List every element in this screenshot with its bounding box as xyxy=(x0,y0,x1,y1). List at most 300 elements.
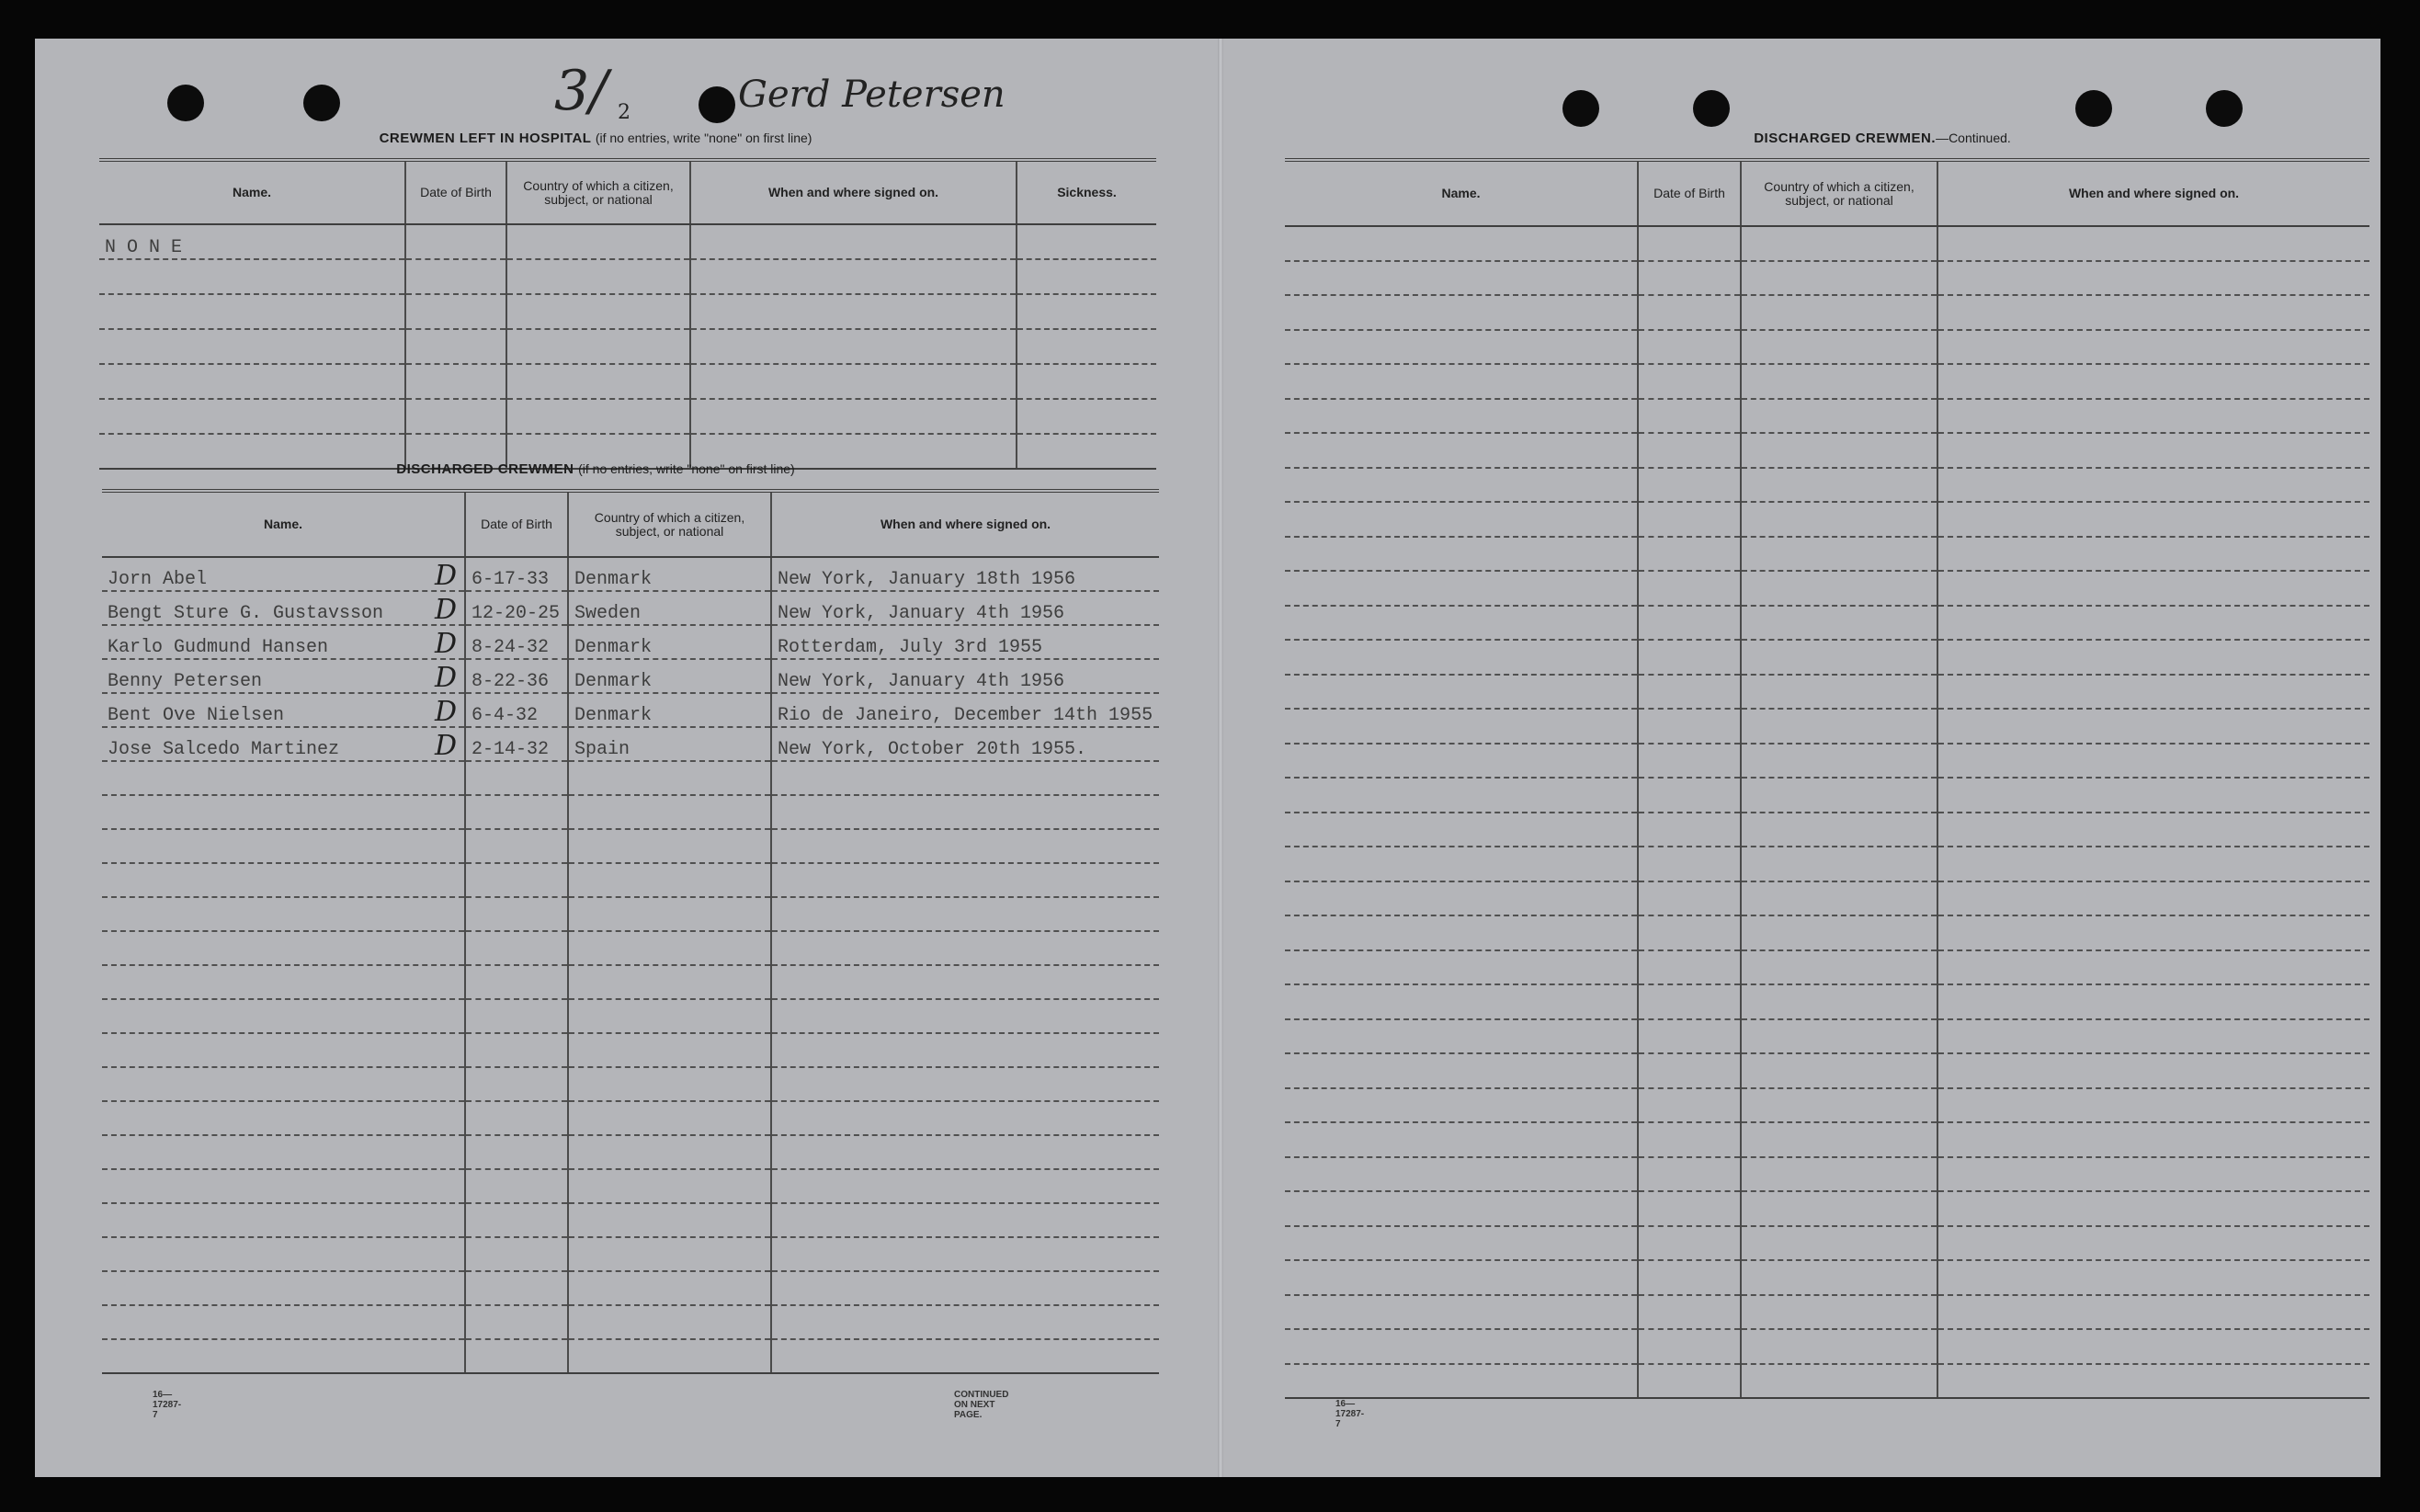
continued-row xyxy=(1285,915,2369,950)
cell-blank xyxy=(465,1135,568,1169)
cell-blank xyxy=(568,1135,771,1169)
cell-blank xyxy=(1741,640,1937,675)
cell-blank xyxy=(568,1203,771,1237)
continued-row xyxy=(1285,950,2369,985)
continued-row xyxy=(1285,1122,2369,1157)
hospital-table xyxy=(99,158,1156,470)
discharged-row xyxy=(102,1033,1159,1067)
cell-blank xyxy=(1937,1088,2369,1123)
cell-blank xyxy=(771,1067,1159,1101)
continued-row xyxy=(1285,295,2369,330)
cell-country: Spain xyxy=(568,727,771,761)
cell-blank xyxy=(1638,1364,1741,1399)
cell-blank xyxy=(690,364,1017,399)
cell-blank xyxy=(1285,1364,1638,1399)
cell-blank xyxy=(1741,1053,1937,1088)
discharged-row xyxy=(102,761,1159,795)
continued-row xyxy=(1285,675,2369,710)
cell-blank xyxy=(1741,813,1937,847)
cell-blank xyxy=(465,829,568,863)
col-country: Country of which a citizen, subject, or national xyxy=(568,491,771,557)
cell-blank xyxy=(1741,744,1937,779)
cell-blank xyxy=(1285,226,1638,261)
continued-row xyxy=(1285,330,2369,365)
cell-blank xyxy=(1741,1122,1937,1157)
continued-row xyxy=(1285,606,2369,641)
cell-blank xyxy=(1285,399,1638,434)
cell-blank xyxy=(568,761,771,795)
discharge-mark: D xyxy=(434,696,457,728)
cell-blank xyxy=(1285,1157,1638,1192)
form-number: 16—17287-7 xyxy=(1335,1399,1365,1429)
discharged-row xyxy=(102,999,1159,1033)
continued-row xyxy=(1285,1364,2369,1399)
cell-blank xyxy=(465,1203,568,1237)
cell-signed-on: Rotterdam, July 3rd 1955 xyxy=(771,625,1159,659)
discharged-title: DISCHARGED CREWMEN xyxy=(396,461,574,477)
cell-blank xyxy=(1741,468,1937,503)
cell-blank xyxy=(1937,433,2369,468)
cell-blank xyxy=(1741,502,1937,537)
cell-blank xyxy=(465,1305,568,1339)
discharged-row xyxy=(102,1305,1159,1339)
cell-blank xyxy=(1638,433,1741,468)
continued-row xyxy=(1285,881,2369,916)
cell-blank xyxy=(771,1339,1159,1373)
cell-blank xyxy=(1741,915,1937,950)
cell-blank xyxy=(102,1339,465,1373)
cell-blank xyxy=(1638,537,1741,572)
cell-blank xyxy=(1638,502,1741,537)
cell-blank xyxy=(771,1033,1159,1067)
discharged-row xyxy=(102,727,1159,761)
cell-blank xyxy=(1937,606,2369,641)
cell-blank xyxy=(568,1237,771,1271)
cell-blank xyxy=(102,795,465,829)
cell-blank xyxy=(465,1101,568,1135)
cell-blank xyxy=(771,1135,1159,1169)
cell-blank xyxy=(506,329,690,364)
col-signed-on: When and where signed on. xyxy=(771,491,1159,557)
cell-blank xyxy=(1937,537,2369,572)
cell-country: Denmark xyxy=(568,557,771,591)
continued-section-title xyxy=(1561,131,2204,146)
cell-signed-on: New York, January 4th 1956 xyxy=(771,591,1159,625)
cell-blank xyxy=(1937,915,2369,950)
cell-blank xyxy=(1285,364,1638,399)
continued-header-row xyxy=(1285,160,2369,226)
cell-blank xyxy=(1937,778,2369,813)
cell-blank xyxy=(771,897,1159,931)
cell-blank xyxy=(1017,294,1156,329)
cell-name: Bengt Sture G. Gustavsson D xyxy=(102,591,465,625)
discharge-mark: D xyxy=(434,662,457,694)
cell-blank xyxy=(102,1237,465,1271)
cell-blank xyxy=(690,259,1017,294)
cell-name: Karlo Gudmund Hansen D xyxy=(102,625,465,659)
cell-blank xyxy=(1741,330,1937,365)
cell-blank xyxy=(1017,259,1156,294)
cell-blank xyxy=(568,1339,771,1373)
continued-row xyxy=(1285,1260,2369,1295)
cell-blank xyxy=(771,1237,1159,1271)
discharge-mark: D xyxy=(434,560,457,592)
discharged-row xyxy=(102,1271,1159,1305)
cell-blank xyxy=(1638,709,1741,744)
cell-blank xyxy=(1937,813,2369,847)
continued-row xyxy=(1285,744,2369,779)
cell-date-of-birth: 2-14-32 xyxy=(465,727,568,761)
cell-blank xyxy=(102,1135,465,1169)
cell-blank xyxy=(1937,1157,2369,1192)
hospital-row xyxy=(99,294,1156,329)
cell-blank xyxy=(1937,399,2369,434)
cell-signed-on: Rio de Janeiro, December 14th 1955 xyxy=(771,693,1159,727)
cell-name: N O N E xyxy=(99,224,405,259)
continued-row xyxy=(1285,433,2369,468)
cell-blank xyxy=(1638,364,1741,399)
cell-blank xyxy=(1638,1260,1741,1295)
continued-row xyxy=(1285,1019,2369,1054)
cell-blank xyxy=(506,364,690,399)
cell-blank xyxy=(1285,1122,1638,1157)
cell-blank xyxy=(568,965,771,999)
form-number: 16—17287-7 xyxy=(153,1390,182,1420)
continued-row xyxy=(1285,709,2369,744)
cell-blank xyxy=(1937,881,2369,916)
discharged-row xyxy=(102,1339,1159,1373)
cell-country: Denmark xyxy=(568,659,771,693)
discharged-row xyxy=(102,897,1159,931)
col-sickness: Sickness. xyxy=(1017,160,1156,224)
cell-blank xyxy=(465,863,568,897)
cell-blank xyxy=(690,224,1017,259)
cell-blank xyxy=(99,364,405,399)
punch-hole xyxy=(167,85,204,121)
cell-blank xyxy=(568,1067,771,1101)
col-country: Country of which a citizen, subject, or national xyxy=(506,160,690,224)
cell-blank xyxy=(1638,950,1741,985)
cell-blank xyxy=(1741,984,1937,1019)
discharged-row xyxy=(102,1237,1159,1271)
cell-blank xyxy=(771,1203,1159,1237)
cell-blank xyxy=(1741,847,1937,881)
cell-blank xyxy=(1638,295,1741,330)
cell-blank xyxy=(1638,468,1741,503)
cell-blank xyxy=(1285,984,1638,1019)
cell-blank xyxy=(1285,1088,1638,1123)
cell-blank xyxy=(568,1033,771,1067)
continued-row xyxy=(1285,261,2369,296)
cell-blank xyxy=(1741,1295,1937,1330)
col-name: Name. xyxy=(99,160,405,224)
cell-blank xyxy=(1017,364,1156,399)
cell-blank xyxy=(1638,1019,1741,1054)
cell-blank xyxy=(465,1339,568,1373)
cell-blank xyxy=(1017,224,1156,259)
cell-blank xyxy=(1638,675,1741,710)
cell-blank xyxy=(1741,1260,1937,1295)
cell-blank xyxy=(771,931,1159,965)
cell-date-of-birth: 6-17-33 xyxy=(465,557,568,591)
cell-blank xyxy=(568,897,771,931)
cell-blank xyxy=(1638,1122,1741,1157)
cell-blank xyxy=(1285,813,1638,847)
cell-name: Jorn Abel D xyxy=(102,557,465,591)
handwritten-fraction: 2 xyxy=(618,101,631,124)
cell-blank xyxy=(568,795,771,829)
continued-row xyxy=(1285,502,2369,537)
discharge-mark: D xyxy=(434,730,457,762)
cell-name: Bent Ove Nielsen D xyxy=(102,693,465,727)
cell-blank xyxy=(1638,399,1741,434)
cell-blank xyxy=(102,1203,465,1237)
cell-name: Benny Petersen D xyxy=(102,659,465,693)
cell-blank xyxy=(1937,1329,2369,1364)
hospital-section-title xyxy=(90,131,1101,146)
continued-note: CONTINUED ON NEXT PAGE. xyxy=(954,1390,1009,1420)
cell-blank xyxy=(771,829,1159,863)
cell-blank xyxy=(465,1237,568,1271)
cell-blank xyxy=(568,1169,771,1203)
punch-hole xyxy=(1693,90,1730,127)
cell-signed-on: New York, January 4th 1956 xyxy=(771,659,1159,693)
cell-blank xyxy=(1741,778,1937,813)
discharged-row xyxy=(102,557,1159,591)
continued-row xyxy=(1285,1295,2369,1330)
cell-blank xyxy=(1937,675,2369,710)
cell-blank xyxy=(405,399,506,434)
discharge-mark: D xyxy=(434,594,457,626)
cell-blank xyxy=(1741,364,1937,399)
cell-blank xyxy=(568,931,771,965)
cell-blank xyxy=(1741,1157,1937,1192)
cell-blank xyxy=(1741,709,1937,744)
cell-blank xyxy=(465,1271,568,1305)
cell-blank xyxy=(568,1305,771,1339)
discharged-row xyxy=(102,965,1159,999)
cell-country: Sweden xyxy=(568,591,771,625)
cell-blank xyxy=(1741,675,1937,710)
discharged-row xyxy=(102,693,1159,727)
cell-blank xyxy=(102,1067,465,1101)
cell-blank xyxy=(1741,1088,1937,1123)
cell-blank xyxy=(771,999,1159,1033)
hospital-title: CREWMEN LEFT IN HOSPITAL xyxy=(379,131,592,146)
continued-row xyxy=(1285,468,2369,503)
continued-table xyxy=(1285,158,2369,1399)
cell-blank xyxy=(771,1305,1159,1339)
cell-blank xyxy=(1937,950,2369,985)
continued-row xyxy=(1285,226,2369,261)
cell-blank xyxy=(1638,226,1741,261)
col-date-of-birth: Date of Birth xyxy=(1638,160,1741,226)
cell-blank xyxy=(1638,744,1741,779)
cell-blank xyxy=(99,294,405,329)
cell-blank xyxy=(1285,1053,1638,1088)
continued-row xyxy=(1285,1157,2369,1192)
cell-blank xyxy=(102,863,465,897)
cell-blank xyxy=(1937,709,2369,744)
cell-blank xyxy=(102,999,465,1033)
discharged-row xyxy=(102,591,1159,625)
cell-blank xyxy=(1937,1019,2369,1054)
col-country: Country of which a citizen, subject, or national xyxy=(1741,160,1937,226)
cell-blank xyxy=(1638,984,1741,1019)
cell-blank xyxy=(99,399,405,434)
cell-blank xyxy=(1285,330,1638,365)
discharge-mark: D xyxy=(434,628,457,660)
cell-blank xyxy=(506,399,690,434)
discharged-row xyxy=(102,931,1159,965)
cell-blank xyxy=(1285,847,1638,881)
cell-blank xyxy=(771,1101,1159,1135)
cell-blank xyxy=(465,965,568,999)
cell-blank xyxy=(1937,1191,2369,1226)
cell-blank xyxy=(465,1033,568,1067)
cell-blank xyxy=(1638,813,1741,847)
discharged-row xyxy=(102,1067,1159,1101)
hospital-header-row xyxy=(99,160,1156,224)
page-fold xyxy=(1218,39,1223,1477)
cell-blank xyxy=(1638,915,1741,950)
cell-blank xyxy=(1285,295,1638,330)
cell-blank xyxy=(405,294,506,329)
handwritten-signature: Gerd Petersen xyxy=(738,74,1005,116)
cell-blank xyxy=(102,931,465,965)
cell-blank xyxy=(1638,881,1741,916)
col-name: Name. xyxy=(1285,160,1638,226)
continued-row xyxy=(1285,364,2369,399)
cell-blank xyxy=(1937,1053,2369,1088)
discharged-row xyxy=(102,795,1159,829)
cell-blank xyxy=(1285,950,1638,985)
cell-date-of-birth: 8-22-36 xyxy=(465,659,568,693)
cell-blank xyxy=(771,965,1159,999)
col-signed-on: When and where signed on. xyxy=(690,160,1017,224)
manifest-sheet xyxy=(35,39,2380,1477)
continued-row xyxy=(1285,778,2369,813)
cell-blank xyxy=(1285,502,1638,537)
cell-blank xyxy=(506,224,690,259)
cell-blank xyxy=(1741,433,1937,468)
punch-hole xyxy=(1562,90,1599,127)
discharged-row xyxy=(102,829,1159,863)
hospital-subtitle: (if no entries, write "none" on first line) xyxy=(595,131,812,145)
cell-blank xyxy=(690,399,1017,434)
cell-blank xyxy=(102,1271,465,1305)
cell-blank xyxy=(405,224,506,259)
cell-blank xyxy=(1741,1364,1937,1399)
continued-row xyxy=(1285,847,2369,881)
cell-blank xyxy=(506,294,690,329)
continued-row xyxy=(1285,984,2369,1019)
cell-blank xyxy=(771,795,1159,829)
cell-blank xyxy=(568,1101,771,1135)
cell-blank xyxy=(465,897,568,931)
cell-blank xyxy=(1937,847,2369,881)
cell-blank xyxy=(568,1271,771,1305)
cell-blank xyxy=(465,999,568,1033)
cell-blank xyxy=(1285,468,1638,503)
cell-blank xyxy=(1285,915,1638,950)
cell-blank xyxy=(1285,675,1638,710)
hospital-row xyxy=(99,364,1156,399)
cell-blank xyxy=(690,294,1017,329)
cell-blank xyxy=(1741,295,1937,330)
cell-blank xyxy=(690,329,1017,364)
cell-blank xyxy=(1285,261,1638,296)
cell-blank xyxy=(568,829,771,863)
cell-date-of-birth: 6-4-32 xyxy=(465,693,568,727)
continued-row xyxy=(1285,399,2369,434)
cell-country: Denmark xyxy=(568,625,771,659)
discharged-row xyxy=(102,1135,1159,1169)
cell-blank xyxy=(99,259,405,294)
punch-hole xyxy=(699,86,735,123)
cell-blank xyxy=(1017,329,1156,364)
continued-title: DISCHARGED CREWMEN. xyxy=(1754,131,1937,146)
hospital-row xyxy=(99,329,1156,364)
cell-blank xyxy=(1285,571,1638,606)
punch-hole xyxy=(303,85,340,121)
cell-blank xyxy=(771,761,1159,795)
cell-country: Denmark xyxy=(568,693,771,727)
discharged-section-title xyxy=(90,461,1101,477)
cell-blank xyxy=(1638,261,1741,296)
col-date-of-birth: Date of Birth xyxy=(405,160,506,224)
cell-blank xyxy=(1741,226,1937,261)
cell-blank xyxy=(1937,1295,2369,1330)
continued-row xyxy=(1285,640,2369,675)
cell-blank xyxy=(1741,537,1937,572)
cell-date-of-birth: 8-24-32 xyxy=(465,625,568,659)
cell-blank xyxy=(1285,744,1638,779)
cell-blank xyxy=(1937,226,2369,261)
cell-blank xyxy=(1285,1295,1638,1330)
continued-row xyxy=(1285,537,2369,572)
cell-blank xyxy=(1285,537,1638,572)
discharged-subtitle: (if no entries, write "none" on first line) xyxy=(578,461,795,476)
continued-row xyxy=(1285,1226,2369,1261)
continued-row xyxy=(1285,571,2369,606)
cell-blank xyxy=(1937,468,2369,503)
cell-blank xyxy=(99,329,405,364)
continued-row xyxy=(1285,1191,2369,1226)
cell-blank xyxy=(1638,1226,1741,1261)
cell-blank xyxy=(1741,1329,1937,1364)
continued-row xyxy=(1285,1088,2369,1123)
cell-blank xyxy=(102,761,465,795)
continued-row xyxy=(1285,1329,2369,1364)
cell-blank xyxy=(1285,606,1638,641)
cell-blank xyxy=(1937,1122,2369,1157)
cell-blank xyxy=(465,795,568,829)
cell-date-of-birth: 12-20-25 xyxy=(465,591,568,625)
punch-hole xyxy=(2075,90,2112,127)
cell-name: Jose Salcedo Martinez D xyxy=(102,727,465,761)
cell-blank xyxy=(465,1067,568,1101)
cell-blank xyxy=(1638,606,1741,641)
cell-blank xyxy=(1638,1088,1741,1123)
handwritten-number: 3/ xyxy=(554,59,608,123)
cell-blank xyxy=(1285,640,1638,675)
cell-blank xyxy=(1937,502,2369,537)
continued-row xyxy=(1285,813,2369,847)
continued-row xyxy=(1285,1053,2369,1088)
cell-blank xyxy=(102,1169,465,1203)
cell-blank xyxy=(1741,881,1937,916)
